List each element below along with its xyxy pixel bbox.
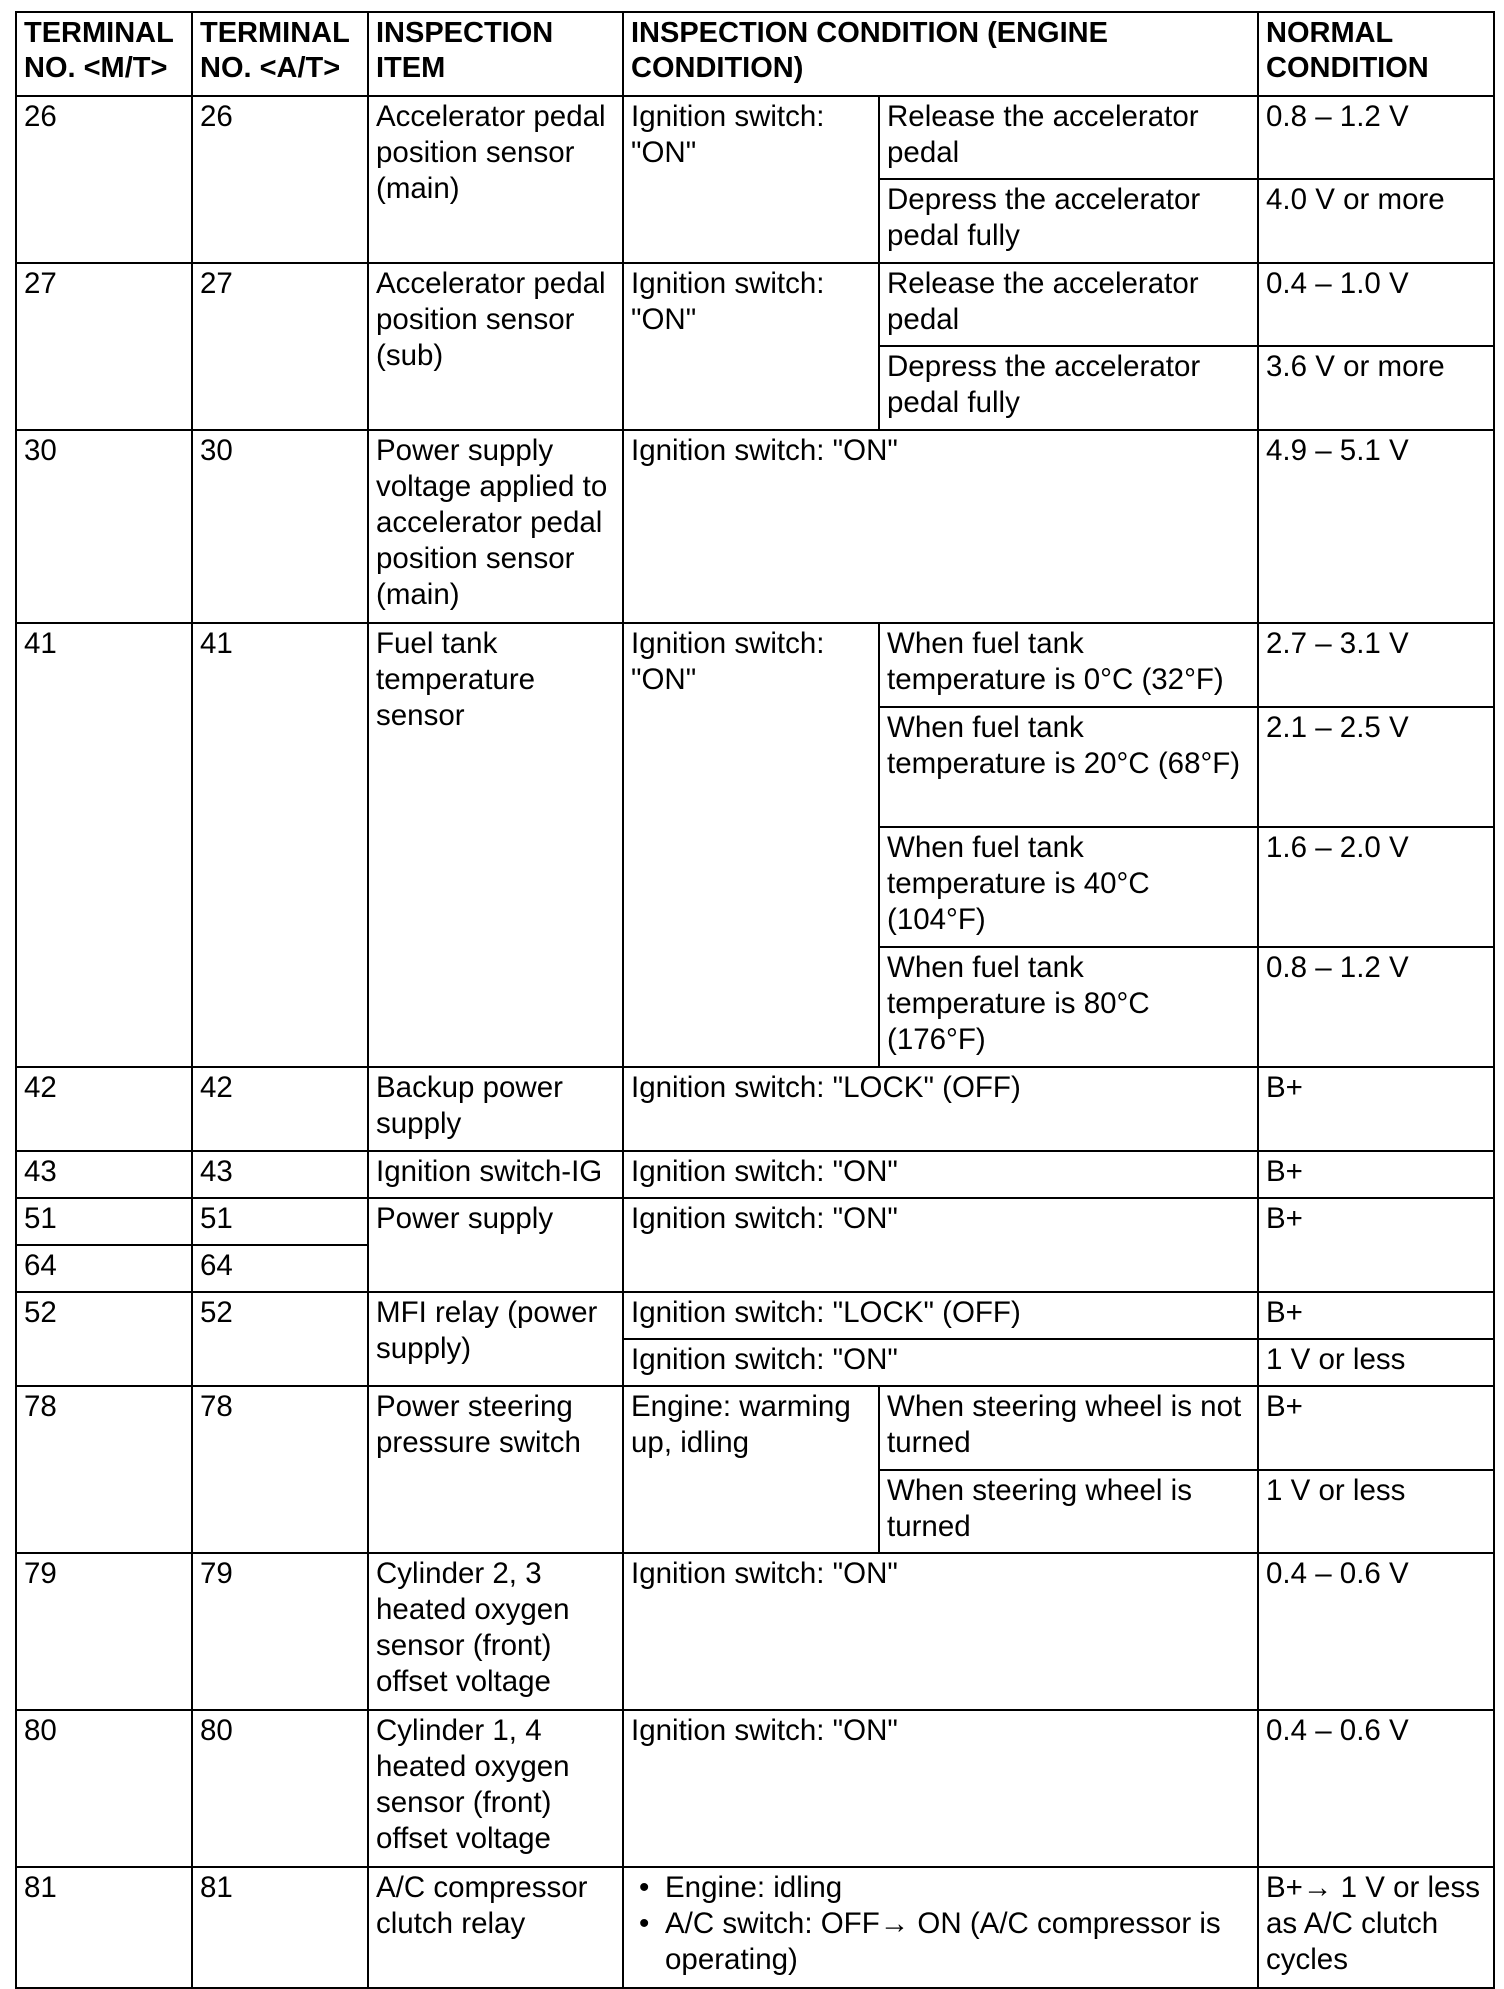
terminal-at-cell: 30 bbox=[192, 430, 368, 623]
normal-value-cell: B+ bbox=[1258, 1067, 1494, 1151]
sub-condition-cell: When fuel tank temperature is 20°C (68°F) bbox=[879, 707, 1258, 827]
normal-value-cell: 0.8 – 1.2 V bbox=[1258, 96, 1494, 179]
normal-value-cell: 1 V or less bbox=[1258, 1339, 1494, 1386]
inspection-item-cell: Backup power supply bbox=[368, 1067, 623, 1151]
terminal-at-cell: 80 bbox=[192, 1710, 368, 1867]
normal-value-cell: B+ bbox=[1258, 1151, 1494, 1198]
bullet-icon: • bbox=[639, 1871, 650, 1904]
sub-condition-cell: Release the accelerator pedal bbox=[879, 96, 1258, 179]
terminal-at-cell: 42 bbox=[192, 1067, 368, 1151]
header-inspection-condition: INSPECTION CONDITION (ENGINE CONDITION) bbox=[623, 12, 1258, 96]
terminal-mt-cell: 41 bbox=[16, 623, 192, 1067]
terminal-at-cell: 81 bbox=[192, 1867, 368, 1988]
header-inspection-item: INSPECTION ITEM bbox=[368, 12, 623, 96]
bullet-icon: • bbox=[639, 1907, 650, 1940]
table-row bbox=[16, 1553, 1494, 1710]
condition-cell: Ignition switch: "ON" bbox=[623, 263, 879, 430]
sub-condition-cell: When fuel tank temperature is 80°C (176°F) bbox=[879, 947, 1258, 1067]
inspection-item-cell: Accelerator pedal position sensor (main) bbox=[368, 96, 623, 263]
condition-cell: Ignition switch: "ON" bbox=[623, 623, 879, 1067]
normal-value-cell: 1 V or less bbox=[1258, 1470, 1494, 1553]
table-row bbox=[16, 1151, 1494, 1198]
condition-cell: Ignition switch: "ON" bbox=[623, 1710, 1258, 1867]
normal-value-cell: 1.6 – 2.0 V bbox=[1258, 827, 1494, 947]
terminal-mt-cell: 51 bbox=[16, 1198, 192, 1245]
normal-value-cell: 2.1 – 2.5 V bbox=[1258, 707, 1494, 827]
table-row bbox=[16, 1292, 1494, 1339]
terminal-mt-cell: 42 bbox=[16, 1067, 192, 1151]
inspection-item-cell: Power supply bbox=[368, 1198, 623, 1292]
condition-cell: Ignition switch: "ON" bbox=[623, 1198, 1258, 1292]
table-row bbox=[16, 623, 1494, 707]
condition-cell: Ignition switch: "ON" bbox=[623, 1553, 1258, 1710]
inspection-item-cell: A/C compressor clutch relay bbox=[368, 1867, 623, 1988]
table-row bbox=[16, 96, 1494, 179]
normal-value-cell: B+ bbox=[1258, 1386, 1494, 1470]
condition-cell bbox=[623, 1867, 1258, 1988]
terminal-mt-cell: 27 bbox=[16, 263, 192, 430]
terminal-at-cell: 51 bbox=[192, 1198, 368, 1245]
normal-value-cell: B+→ 1 V or less as A/C clutch cycles bbox=[1258, 1867, 1494, 1988]
header-terminal-at: TERMINAL NO. <A/T> bbox=[192, 12, 368, 96]
normal-value-cell: 0.4 – 1.0 V bbox=[1258, 263, 1494, 346]
normal-value-cell: 0.8 – 1.2 V bbox=[1258, 947, 1494, 1067]
terminal-at-cell: 64 bbox=[192, 1245, 368, 1292]
terminal-at-cell: 26 bbox=[192, 96, 368, 263]
condition-cell: Ignition switch: "ON" bbox=[623, 430, 1258, 623]
sub-condition-cell: When fuel tank temperature is 40°C (104°F) bbox=[879, 827, 1258, 947]
terminal-mt-cell: 81 bbox=[16, 1867, 192, 1988]
terminal-at-cell: 78 bbox=[192, 1386, 368, 1553]
condition-list bbox=[631, 1870, 1251, 1978]
table-row bbox=[16, 430, 1494, 623]
terminal-mt-cell: 79 bbox=[16, 1553, 192, 1710]
terminal-at-cell: 52 bbox=[192, 1292, 368, 1386]
normal-value-cell: B+ bbox=[1258, 1198, 1494, 1292]
normal-value-cell: 4.9 – 5.1 V bbox=[1258, 430, 1494, 623]
condition-cell: Ignition switch: "LOCK" (OFF) bbox=[623, 1067, 1258, 1151]
sub-condition-cell: When steering wheel is not turned bbox=[879, 1386, 1258, 1470]
normal-value-cell: 0.4 – 0.6 V bbox=[1258, 1553, 1494, 1710]
terminal-mt-cell: 78 bbox=[16, 1386, 192, 1553]
condition-list-text: A/C switch: OFF→ ON (A/C compressor is operating) bbox=[665, 1907, 1221, 1976]
inspection-item-cell: Fuel tank temperature sensor bbox=[368, 623, 623, 1067]
table-row bbox=[16, 1067, 1494, 1151]
condition-list-item bbox=[639, 1870, 1251, 1906]
condition-list-item bbox=[639, 1906, 1251, 1978]
condition-cell: Ignition switch: "ON" bbox=[623, 1339, 1258, 1386]
terminal-mt-cell: 43 bbox=[16, 1151, 192, 1198]
inspection-item-cell: Cylinder 2, 3 heated oxygen sensor (front) offset voltage bbox=[368, 1553, 623, 1710]
condition-cell: Ignition switch: "ON" bbox=[623, 96, 879, 263]
terminal-mt-cell: 52 bbox=[16, 1292, 192, 1386]
sub-condition-cell: Depress the accelerator pedal fully bbox=[879, 179, 1258, 263]
table-row bbox=[16, 1710, 1494, 1867]
inspection-item-cell: Power supply voltage applied to accelerator pedal position sensor (main) bbox=[368, 430, 623, 623]
inspection-table bbox=[15, 11, 1495, 1989]
table-row bbox=[16, 263, 1494, 346]
condition-cell: Ignition switch: "LOCK" (OFF) bbox=[623, 1292, 1258, 1339]
condition-cell: Engine: warming up, idling bbox=[623, 1386, 879, 1553]
table-row bbox=[16, 1386, 1494, 1470]
inspection-item-cell: Cylinder 1, 4 heated oxygen sensor (front) offset voltage bbox=[368, 1710, 623, 1867]
terminal-at-cell: 41 bbox=[192, 623, 368, 1067]
terminal-at-cell: 43 bbox=[192, 1151, 368, 1198]
normal-value-cell: B+ bbox=[1258, 1292, 1494, 1339]
header-normal-condition: NORMAL CONDITION bbox=[1258, 12, 1494, 96]
inspection-item-cell: Ignition switch-IG bbox=[368, 1151, 623, 1198]
inspection-item-cell: Power steering pressure switch bbox=[368, 1386, 623, 1553]
normal-value-cell: 0.4 – 0.6 V bbox=[1258, 1710, 1494, 1867]
normal-value-cell: 3.6 V or more bbox=[1258, 346, 1494, 430]
sub-condition-cell: When steering wheel is turned bbox=[879, 1470, 1258, 1553]
inspection-item-cell: MFI relay (power supply) bbox=[368, 1292, 623, 1386]
sub-condition-cell: When fuel tank temperature is 0°C (32°F) bbox=[879, 623, 1258, 707]
terminal-mt-cell: 80 bbox=[16, 1710, 192, 1867]
sub-condition-cell: Release the accelerator pedal bbox=[879, 263, 1258, 346]
terminal-at-cell: 79 bbox=[192, 1553, 368, 1710]
terminal-mt-cell: 30 bbox=[16, 430, 192, 623]
table-header-row bbox=[16, 12, 1494, 96]
terminal-mt-cell: 64 bbox=[16, 1245, 192, 1292]
normal-value-cell: 4.0 V or more bbox=[1258, 179, 1494, 263]
terminal-mt-cell: 26 bbox=[16, 96, 192, 263]
normal-value-cell: 2.7 – 3.1 V bbox=[1258, 623, 1494, 707]
condition-cell: Ignition switch: "ON" bbox=[623, 1151, 1258, 1198]
sub-condition-cell: Depress the accelerator pedal fully bbox=[879, 346, 1258, 430]
condition-list-text: Engine: idling bbox=[665, 1871, 843, 1904]
table-row bbox=[16, 1198, 1494, 1245]
terminal-at-cell: 27 bbox=[192, 263, 368, 430]
table-row bbox=[16, 1867, 1494, 1988]
header-terminal-mt: TERMINAL NO. <M/T> bbox=[16, 12, 192, 96]
inspection-item-cell: Accelerator pedal position sensor (sub) bbox=[368, 263, 623, 430]
